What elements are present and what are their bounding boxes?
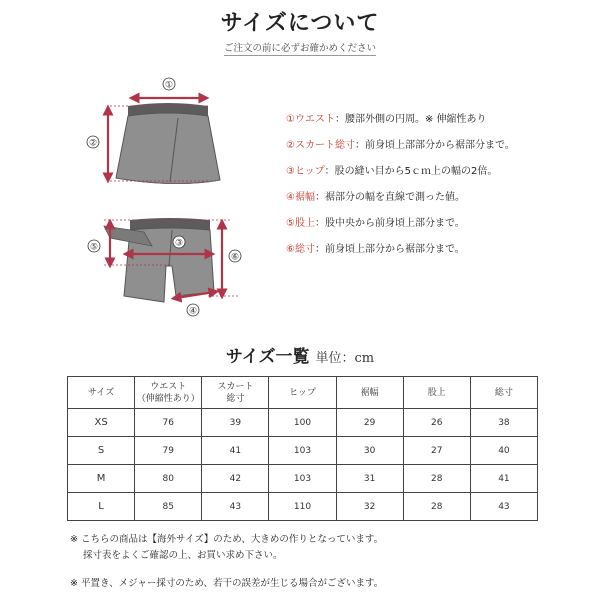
legend-item-skirt-length: ②スカート総寸：前身頃上部部分から裾部分まで。	[286, 140, 515, 151]
shorts-illustration	[104, 218, 214, 302]
skirt-length-cell: 42	[202, 465, 269, 493]
page-title: サイズについて	[220, 11, 380, 36]
note-check-table: 採寸表をよくご確認の上、お買い求め下さい。	[83, 550, 283, 561]
legend-term: ヒップ	[294, 166, 325, 177]
size-cell: L	[68, 493, 135, 521]
legend-desc: ：股中央から前身頃上部分まで。	[314, 218, 465, 229]
marker-2: ②	[88, 138, 98, 149]
rise-cell: 27	[403, 437, 470, 465]
hip-cell: 103	[269, 437, 336, 465]
rise-cell: 26	[403, 409, 470, 437]
header-rise: 股上	[403, 377, 470, 409]
hip-cell: 100	[269, 409, 336, 437]
total-length-cell: 38	[470, 409, 537, 437]
legend-desc: ：裾部分の幅を直線で測った値。	[314, 192, 465, 203]
header-size: サイズ	[68, 377, 135, 409]
legend-item-hem: ④裾幅：裾部分の幅を直線で測った値。	[286, 192, 465, 203]
table-row	[68, 437, 538, 465]
legend-desc: ：前身頃上部分から裾部分まで。	[314, 244, 465, 255]
hip-cell: 103	[269, 465, 336, 493]
legend-desc: ：前身頃上部部分から裾部分まで。	[354, 140, 515, 151]
legend-desc: ：腰部外側の円周。※ 伸縮性あり	[334, 114, 487, 125]
header-hip: ヒップ	[269, 377, 336, 409]
skirt-length-cell: 39	[202, 409, 269, 437]
note-overseas-size: ※ こちらの商品は【海外サイズ】のため、大きめの作りとなっています。	[70, 534, 384, 545]
legend-term: 裾幅	[294, 192, 315, 203]
waist-cell: 76	[135, 409, 202, 437]
skirt-length-cell: 41	[202, 437, 269, 465]
notes	[70, 532, 550, 592]
rise-cell: 28	[403, 493, 470, 521]
waist-cell: 79	[135, 437, 202, 465]
skirt-illustration	[116, 103, 220, 184]
header-total-length: 総寸	[470, 377, 537, 409]
hem-cell: 29	[336, 409, 403, 437]
legend-item-rise: ⑤股上：股中央から前身頃上部分まで。	[286, 218, 465, 229]
waist-cell: 85	[135, 493, 202, 521]
size-cell: XS	[68, 409, 135, 437]
note-measurement-error: ※ 平置き、メジャー採寸のため、若干の誤差が生じる場合がございます。	[70, 578, 384, 589]
legend-term: スカート総寸	[294, 140, 355, 151]
hip-cell: 110	[269, 493, 336, 521]
marker-4: ④	[188, 306, 198, 317]
table-row	[68, 409, 538, 437]
legend-item-waist: ①ウエスト：腰部外側の円周。※ 伸縮性あり	[286, 114, 487, 125]
measurement-legend	[286, 112, 586, 268]
hem-cell: 31	[336, 465, 403, 493]
size-table-title: サイズ一覧	[225, 347, 310, 367]
size-cell: S	[68, 437, 135, 465]
table-header-row	[68, 377, 538, 409]
garment-diagram	[80, 70, 280, 330]
total-length-cell: 40	[470, 437, 537, 465]
table-row	[68, 465, 538, 493]
page-subtitle: ご注文の前に必ずお確かめください	[223, 43, 376, 54]
total-length-cell: 43	[470, 493, 537, 521]
size-table	[67, 376, 538, 521]
hem-cell: 30	[336, 437, 403, 465]
header-waist: ウエスト （伸縮性あり）	[135, 377, 202, 409]
total-length-cell: 41	[470, 465, 537, 493]
skirt-length-cell: 43	[202, 493, 269, 521]
marker-1: ①	[164, 80, 174, 91]
waist-cell: 80	[135, 465, 202, 493]
legend-item-total-length: ⑥総寸：前身頃上部分から裾部分まで。	[286, 244, 465, 255]
legend-item-hip: ③ヒップ：股の縫い目から5ｃｍ上の幅の2倍。	[286, 166, 498, 177]
marker-5: ⑤	[89, 242, 99, 253]
rise-cell: 28	[403, 465, 470, 493]
legend-desc: ：股の縫い目から5ｃｍ上の幅の2倍。	[324, 166, 498, 177]
marker-3: ③	[174, 238, 184, 249]
header-skirt-length: スカート 総寸	[202, 377, 269, 409]
legend-term: 股上	[294, 218, 315, 229]
marker-6: ⑥	[230, 252, 240, 263]
header-hem: 裾幅	[336, 377, 403, 409]
size-cell: M	[68, 465, 135, 493]
legend-term: 総寸	[294, 244, 315, 255]
size-table-unit: 単位：cm	[315, 351, 375, 366]
size-table-heading	[0, 342, 600, 367]
hem-cell: 32	[336, 493, 403, 521]
table-row	[68, 493, 538, 521]
legend-term: ウエスト	[294, 114, 335, 125]
